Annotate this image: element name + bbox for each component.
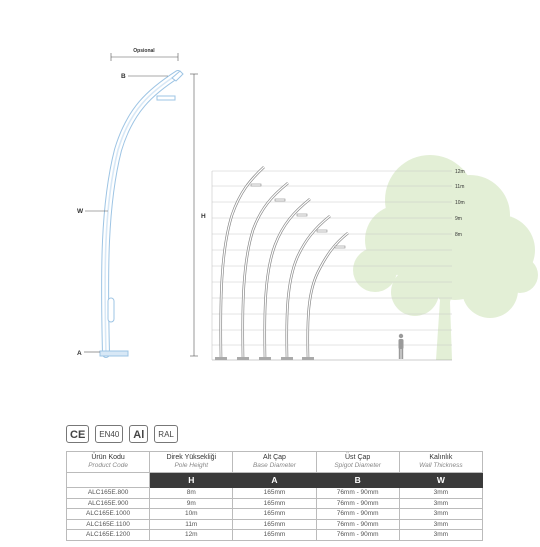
ce-mark-icon: CE [66,425,89,443]
height-label-12m: 12m [455,169,465,175]
cell-height: 12m [150,530,233,541]
ral-mark-icon: RAL [154,425,178,443]
code-cell-h: H [150,473,233,488]
pole-10m [259,199,310,360]
cell-base-diameter: 165mm [233,519,316,530]
main-pole [100,71,183,356]
cell-base-diameter: 165mm [233,530,316,541]
cell-product-code: ALC165E.1000 [67,509,150,520]
cell-spigot-diameter: 76mm - 90mm [316,519,399,530]
opsional-dimension [111,53,178,61]
cell-spigot-diameter: 76mm - 90mm [316,488,399,499]
col-header-pole-height: Direk Yüksekliği Pole Height [150,452,233,473]
cell-thickness: 3mm [399,519,482,530]
pole-12m [215,167,264,360]
col-header-spigot-diameter: Üst Çap Spigot Diameter [316,452,399,473]
cell-base-diameter: 165mm [233,509,316,520]
cell-base-diameter: 165mm [233,498,316,509]
height-label-8m: 8m [455,232,462,238]
cell-base-diameter: 165mm [233,488,316,499]
cell-thickness: 3mm [399,509,482,520]
aluminium-mark-icon: Al [129,425,148,443]
col-header-product-code: Ürün Kodu Product Code [67,452,150,473]
table-row [67,519,483,530]
pole-11m [237,183,288,360]
cell-thickness: 3mm [399,530,482,541]
cell-height: 11m [150,519,233,530]
dim-h-label: H [201,213,206,220]
dimension-leaders [84,74,198,356]
cell-height: 9m [150,498,233,509]
cell-thickness: 3mm [399,498,482,509]
code-cell-w: W [399,473,482,488]
cell-product-code: ALC165E.1200 [67,530,150,541]
code-cell-b: B [316,473,399,488]
spec-table [66,451,483,541]
cell-spigot-diameter: 76mm - 90mm [316,509,399,520]
cell-height: 10m [150,509,233,520]
table-row [67,530,483,541]
col-header-base-diameter: Alt Çap Base Diameter [233,452,316,473]
code-cell-a: A [233,473,316,488]
col-header-wall-thickness: Kalınlık Wall Thickness [399,452,482,473]
pole-8m [302,233,348,360]
dim-b-label: B [121,73,126,80]
opsional-label: Opsional [133,48,155,54]
height-label-9m: 9m [455,216,462,222]
dim-w-label: W [77,208,84,215]
cell-product-code: ALC165E.800 [67,488,150,499]
cell-product-code: ALC165E.1100 [67,519,150,530]
pole-9m [281,216,330,360]
cell-product-code: ALC165E.900 [67,498,150,509]
table-code-row [67,473,483,488]
table-header-row [67,452,483,473]
dim-a-label: A [77,350,82,357]
cell-spigot-diameter: 76mm - 90mm [316,530,399,541]
height-label-10m: 10m [455,200,465,206]
human-scale-figure [399,334,404,359]
code-cell-empty [67,473,150,488]
cell-spigot-diameter: 76mm - 90mm [316,498,399,509]
table-row [67,509,483,520]
table-row [67,488,483,499]
certification-icons [66,425,178,443]
en40-mark-icon: EN40 [95,425,123,443]
table-row [67,498,483,509]
height-label-11m: 11m [455,184,465,190]
cell-thickness: 3mm [399,488,482,499]
cell-height: 8m [150,488,233,499]
